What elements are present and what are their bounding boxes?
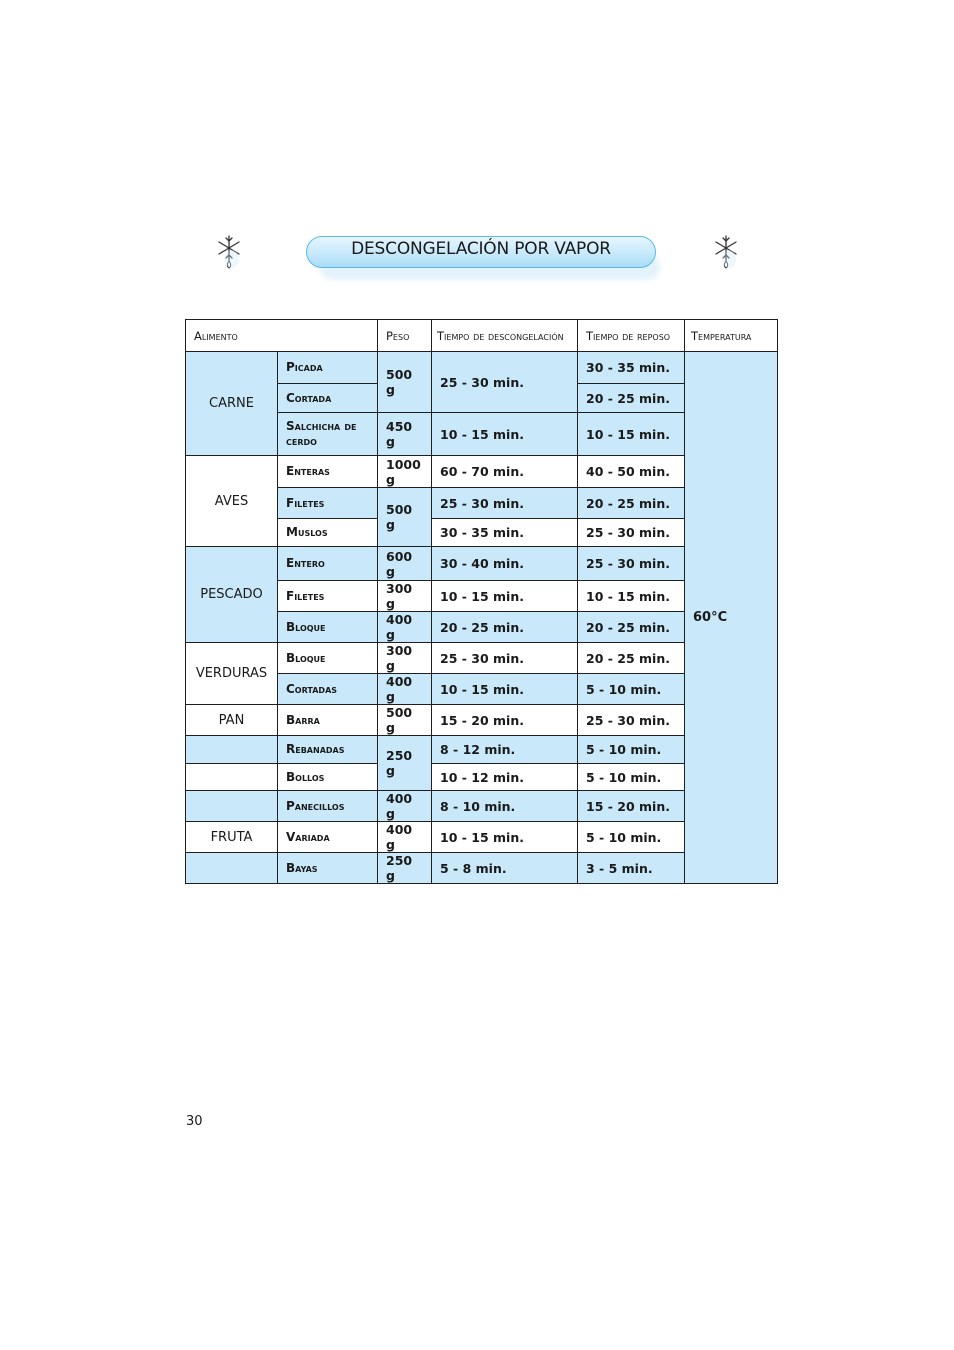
- defrost-cell: 10 - 15 min.: [432, 822, 578, 853]
- rest-cell: 25 - 30 min.: [578, 547, 685, 581]
- weight-cell: 500 g: [378, 352, 432, 413]
- defrost-cell: 60 - 70 min.: [432, 456, 578, 488]
- food-item: Enteras: [278, 456, 378, 488]
- rest-cell: 25 - 30 min.: [578, 705, 685, 736]
- weight-cell: 500 g: [378, 705, 432, 736]
- food-item: Salchicha de cerdo: [278, 413, 378, 456]
- header-temperature: Temperatura: [685, 320, 778, 352]
- group-empty: [186, 736, 278, 764]
- defrost-cell: 25 - 30 min.: [432, 488, 578, 519]
- weight-cell: 400 g: [378, 612, 432, 643]
- group-pescado: PESCADO: [186, 547, 278, 643]
- weight-cell: 500 g: [378, 488, 432, 547]
- group-pan: PAN: [186, 705, 278, 736]
- defrost-cell: 10 - 15 min.: [432, 581, 578, 612]
- defrost-cell: 5 - 8 min.: [432, 853, 578, 884]
- food-item: Cortadas: [278, 674, 378, 705]
- defrost-cell: 8 - 10 min.: [432, 791, 578, 822]
- food-item: Picada: [278, 352, 378, 384]
- weight-cell: 300 g: [378, 643, 432, 674]
- weight-cell: 300 g: [378, 581, 432, 612]
- weight-cell: 400 g: [378, 791, 432, 822]
- group-aves: AVES: [186, 456, 278, 547]
- header-weight: Peso: [378, 320, 432, 352]
- food-item: Bollos: [278, 764, 378, 791]
- weight-cell: 400 g: [378, 674, 432, 705]
- rest-cell: 20 - 25 min.: [578, 488, 685, 519]
- food-item: Entero: [278, 547, 378, 581]
- weight-cell: 250 g: [378, 736, 432, 791]
- weight-cell: 1000 g: [378, 456, 432, 488]
- food-item: Barra: [278, 705, 378, 736]
- rest-cell: 25 - 30 min.: [578, 519, 685, 547]
- defrost-cell: 10 - 15 min.: [432, 674, 578, 705]
- group-verduras: VERDURAS: [186, 643, 278, 705]
- food-item: Panecillos: [278, 791, 378, 822]
- food-item: Variada: [278, 822, 378, 853]
- header-rest-time: Tiempo de reposo: [578, 320, 685, 352]
- group-fruta: FRUTA: [186, 822, 278, 853]
- defrost-cell: 20 - 25 min.: [432, 612, 578, 643]
- food-item: Filetes: [278, 581, 378, 612]
- rest-cell: 20 - 25 min.: [578, 612, 685, 643]
- header-defrost-time: Tiempo de descongelación: [432, 320, 578, 352]
- food-item: Bloque: [278, 612, 378, 643]
- weight-cell: 400 g: [378, 822, 432, 853]
- rest-cell: 3 - 5 min.: [578, 853, 685, 884]
- snowflake-drop-icon: [215, 233, 245, 273]
- group-carne: CARNE: [186, 352, 278, 456]
- rest-cell: 5 - 10 min.: [578, 822, 685, 853]
- defrost-cell: 10 - 12 min.: [432, 764, 578, 791]
- table-row: [186, 352, 778, 384]
- defrost-cell: 30 - 40 min.: [432, 547, 578, 581]
- rest-cell: 20 - 25 min.: [578, 643, 685, 674]
- food-item: Muslos: [278, 519, 378, 547]
- defrost-cell: 25 - 30 min.: [432, 352, 578, 413]
- temperature-cell: 60°C: [685, 352, 778, 884]
- food-item: Cortada: [278, 384, 378, 413]
- defrost-cell: 8 - 12 min.: [432, 736, 578, 764]
- rest-cell: 10 - 15 min.: [578, 581, 685, 612]
- group-empty: [186, 764, 278, 791]
- food-item: Rebanadas: [278, 736, 378, 764]
- group-empty: [186, 853, 278, 884]
- defrost-cell: 15 - 20 min.: [432, 705, 578, 736]
- rest-cell: 30 - 35 min.: [578, 352, 685, 384]
- rest-cell: 5 - 10 min.: [578, 764, 685, 791]
- rest-cell: 40 - 50 min.: [578, 456, 685, 488]
- header-food: Alimento: [186, 320, 378, 352]
- rest-cell: 5 - 10 min.: [578, 736, 685, 764]
- snowflake-drop-icon: [712, 233, 742, 273]
- weight-cell: 450 g: [378, 413, 432, 456]
- food-item: Bloque: [278, 643, 378, 674]
- title-banner: [306, 236, 658, 270]
- defrost-cell: 30 - 35 min.: [432, 519, 578, 547]
- page-number: 30: [186, 1114, 203, 1129]
- rest-cell: 15 - 20 min.: [578, 791, 685, 822]
- rest-cell: 10 - 15 min.: [578, 413, 685, 456]
- table-header-row: [186, 320, 778, 352]
- rest-cell: 20 - 25 min.: [578, 384, 685, 413]
- rest-cell: 5 - 10 min.: [578, 674, 685, 705]
- food-item: Bayas: [278, 853, 378, 884]
- weight-cell: 600 g: [378, 547, 432, 581]
- weight-cell: 250 g: [378, 853, 432, 884]
- food-item: Filetes: [278, 488, 378, 519]
- defrost-cell: 10 - 15 min.: [432, 413, 578, 456]
- group-empty: [186, 791, 278, 822]
- defrost-cell: 25 - 30 min.: [432, 643, 578, 674]
- defrost-table: [185, 319, 778, 884]
- page-title: DESCONGELACIÓN POR VAPOR: [351, 239, 611, 259]
